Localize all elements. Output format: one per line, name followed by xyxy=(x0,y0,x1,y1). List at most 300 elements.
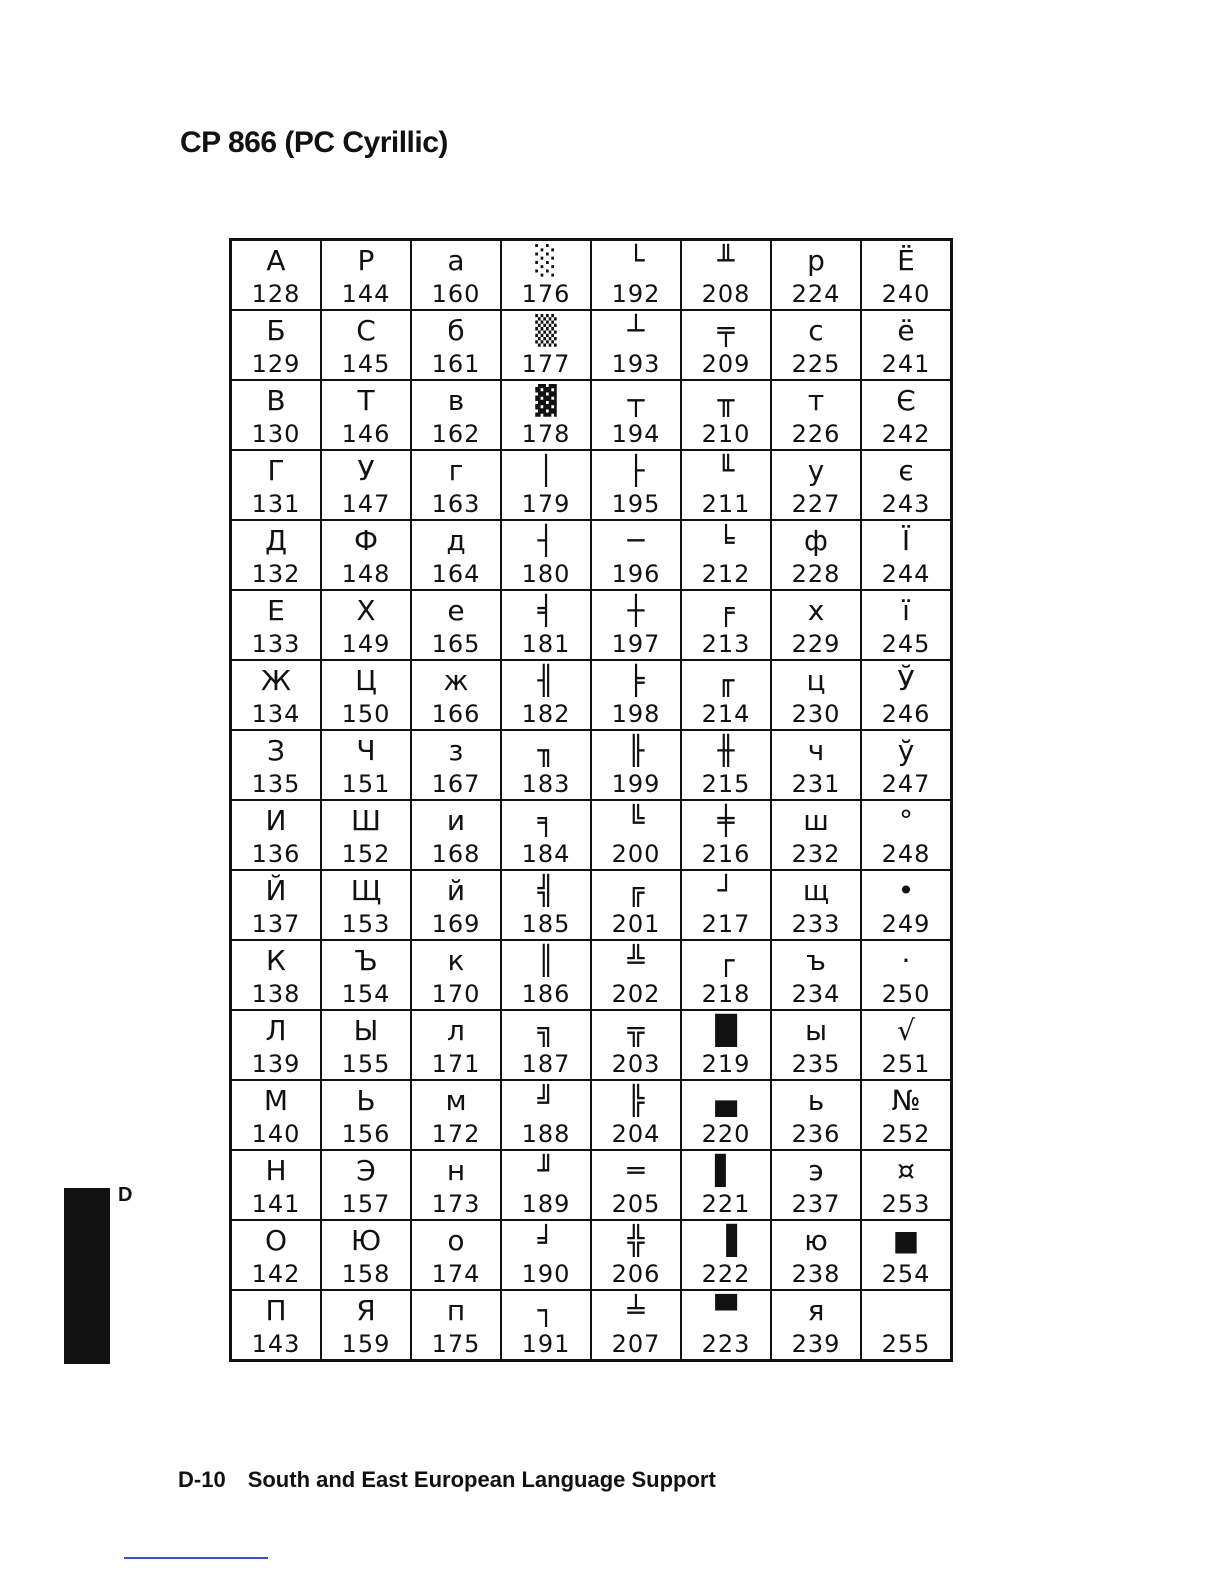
character-glyph: ╘ xyxy=(717,524,735,557)
character-glyph: ╥ xyxy=(717,384,735,417)
character-code: 135 xyxy=(251,770,301,798)
character-glyph: ╗ xyxy=(537,1014,555,1047)
code-cell-content xyxy=(772,1011,860,1079)
character-code: 254 xyxy=(881,1260,931,1288)
character-code: 228 xyxy=(791,560,841,588)
code-cell xyxy=(321,1080,411,1150)
character-code: 136 xyxy=(251,840,301,868)
code-cell-content xyxy=(412,521,500,589)
code-cell-content xyxy=(502,1291,590,1359)
code-cell xyxy=(591,660,681,730)
table-row xyxy=(231,1220,952,1290)
character-glyph: ю xyxy=(804,1224,828,1257)
character-code: 225 xyxy=(791,350,841,378)
code-cell xyxy=(861,940,952,1010)
code-cell-content xyxy=(772,801,860,869)
table-row xyxy=(231,590,952,660)
character-code: 197 xyxy=(611,630,661,658)
code-cell xyxy=(861,730,952,800)
character-code: 137 xyxy=(251,910,301,938)
code-cell-content xyxy=(862,941,950,1009)
code-cell xyxy=(231,520,322,590)
code-cell-content xyxy=(502,661,590,729)
character-code: 128 xyxy=(251,280,301,308)
code-cell xyxy=(681,590,771,660)
code-cell xyxy=(681,870,771,940)
character-code: 248 xyxy=(881,840,931,868)
code-cell xyxy=(591,450,681,520)
character-glyph: р xyxy=(807,244,825,277)
code-cell-content xyxy=(502,451,590,519)
character-glyph: Н xyxy=(265,1154,287,1187)
code-cell xyxy=(231,450,322,520)
character-glyph: я xyxy=(807,1294,825,1327)
code-cell xyxy=(411,450,501,520)
code-cell-content xyxy=(592,731,680,799)
code-cell xyxy=(231,380,322,450)
character-code: 170 xyxy=(431,980,481,1008)
character-glyph: ╞ xyxy=(627,664,645,697)
code-cell xyxy=(231,1080,322,1150)
code-cell-content xyxy=(772,1291,860,1359)
code-cell-content xyxy=(682,451,770,519)
code-cell xyxy=(231,800,322,870)
code-cell xyxy=(681,1290,771,1361)
character-code: 199 xyxy=(611,770,661,798)
code-cell xyxy=(861,450,952,520)
code-cell-content xyxy=(502,871,590,939)
character-glyph: ╪ xyxy=(717,804,735,837)
code-cell xyxy=(321,1220,411,1290)
code-cell xyxy=(411,1220,501,1290)
character-glyph: Ф xyxy=(353,524,379,557)
code-cell xyxy=(321,1150,411,1220)
character-glyph: ъ xyxy=(806,944,826,977)
character-code: 159 xyxy=(341,1330,391,1358)
code-cell-content xyxy=(322,871,410,939)
code-cell-content xyxy=(412,311,500,379)
code-cell xyxy=(501,660,591,730)
code-cell-content xyxy=(412,801,500,869)
character-code: 185 xyxy=(521,910,571,938)
code-cell-content xyxy=(322,591,410,659)
character-code: 237 xyxy=(791,1190,841,1218)
code-cell-content xyxy=(322,1221,410,1289)
character-code: 211 xyxy=(701,490,751,518)
table-row xyxy=(231,520,952,590)
character-code: 216 xyxy=(701,840,751,868)
character-code: 235 xyxy=(791,1050,841,1078)
code-cell-content xyxy=(862,1011,950,1079)
code-cell xyxy=(411,1290,501,1361)
character-code: 163 xyxy=(431,490,481,518)
character-glyph: д xyxy=(446,524,466,557)
code-cell-content xyxy=(322,661,410,729)
code-cell xyxy=(411,520,501,590)
character-glyph: ▓ xyxy=(535,384,557,417)
code-cell xyxy=(411,1010,501,1080)
character-glyph: ▀ xyxy=(715,1294,737,1327)
character-code: 179 xyxy=(521,490,571,518)
character-glyph: ╦ xyxy=(627,1014,645,1047)
character-code: 217 xyxy=(701,910,751,938)
character-glyph: с xyxy=(808,314,824,347)
character-glyph: є xyxy=(898,454,914,487)
character-code: 157 xyxy=(341,1190,391,1218)
code-cell xyxy=(591,1010,681,1080)
code-cell xyxy=(321,240,411,311)
character-code: 144 xyxy=(341,280,391,308)
character-glyph: ▐ xyxy=(715,1224,737,1257)
character-code: 231 xyxy=(791,770,841,798)
character-glyph: ╝ xyxy=(537,1084,555,1117)
character-code: 162 xyxy=(431,420,481,448)
character-code: 204 xyxy=(611,1120,661,1148)
code-cell-content xyxy=(322,1081,410,1149)
character-glyph: и xyxy=(446,804,466,837)
character-code: 238 xyxy=(791,1260,841,1288)
code-cell-content xyxy=(412,1011,500,1079)
character-glyph: Т xyxy=(357,384,375,417)
character-glyph: п xyxy=(446,1294,466,1327)
code-cell-content xyxy=(232,661,320,729)
character-code: 241 xyxy=(881,350,931,378)
code-cell-content xyxy=(412,591,500,659)
table-row xyxy=(231,310,952,380)
character-glyph: ╩ xyxy=(627,944,645,977)
page-footer xyxy=(178,1467,716,1493)
character-glyph: ╔ xyxy=(627,874,645,907)
character-code: 244 xyxy=(881,560,931,588)
code-cell-content xyxy=(232,381,320,449)
character-glyph: ▄ xyxy=(715,1084,737,1117)
character-glyph: б xyxy=(447,314,465,347)
character-glyph: ▌ xyxy=(715,1154,737,1187)
character-glyph: ╚ xyxy=(627,804,645,837)
character-glyph: █ xyxy=(715,1014,737,1047)
table-row xyxy=(231,450,952,520)
code-cell xyxy=(501,1150,591,1220)
character-code: 138 xyxy=(251,980,301,1008)
code-cell-content xyxy=(682,381,770,449)
character-glyph: Ы xyxy=(353,1014,379,1047)
table-row xyxy=(231,380,952,450)
character-glyph: ў xyxy=(897,734,915,767)
code-cell xyxy=(411,660,501,730)
character-glyph: ° xyxy=(899,804,913,837)
character-code: 174 xyxy=(431,1260,481,1288)
character-glyph: ї xyxy=(902,594,910,627)
character-code: 188 xyxy=(521,1120,571,1148)
character-glyph: ┴ xyxy=(627,314,645,347)
code-cell xyxy=(321,520,411,590)
code-cell-content xyxy=(322,731,410,799)
character-code: 230 xyxy=(791,700,841,728)
code-cell-content xyxy=(772,1151,860,1219)
code-cell xyxy=(501,730,591,800)
character-code: 214 xyxy=(701,700,751,728)
character-code: 131 xyxy=(251,490,301,518)
character-glyph: ■ xyxy=(892,1224,920,1257)
character-code: 146 xyxy=(341,420,391,448)
character-glyph: щ xyxy=(802,874,830,907)
code-cell-content xyxy=(772,731,860,799)
character-code: 148 xyxy=(341,560,391,588)
character-code: 189 xyxy=(521,1190,571,1218)
code-cell xyxy=(411,870,501,940)
code-cell xyxy=(591,310,681,380)
character-code: 166 xyxy=(431,700,481,728)
character-code: 155 xyxy=(341,1050,391,1078)
character-glyph: · xyxy=(901,944,911,977)
character-glyph: ║ xyxy=(537,944,555,977)
code-cell xyxy=(321,310,411,380)
character-glyph: а xyxy=(447,244,465,277)
code-cell-content xyxy=(772,1221,860,1289)
code-cell xyxy=(501,310,591,380)
character-code: 249 xyxy=(881,910,931,938)
character-glyph: к xyxy=(447,944,465,977)
character-glyph: е xyxy=(447,594,465,627)
code-cell-content xyxy=(772,871,860,939)
character-glyph: о xyxy=(447,1224,465,1257)
character-glyph: з xyxy=(448,734,464,767)
code-cell-content xyxy=(862,1221,950,1289)
code-cell-content xyxy=(682,1221,770,1289)
page-title: CP 866 (PC Cyrillic) xyxy=(180,126,448,159)
character-code: 178 xyxy=(521,420,571,448)
character-glyph: ╡ xyxy=(537,594,555,627)
code-cell-content xyxy=(232,311,320,379)
code-cell xyxy=(771,1220,861,1290)
character-code: 203 xyxy=(611,1050,661,1078)
code-cell xyxy=(231,1010,322,1080)
code-cell-content xyxy=(862,731,950,799)
code-cell-content xyxy=(502,1221,590,1289)
character-glyph: Щ xyxy=(350,874,382,907)
character-code: 129 xyxy=(251,350,301,378)
code-cell-content xyxy=(862,451,950,519)
character-code: 169 xyxy=(431,910,481,938)
code-cell-content xyxy=(502,381,590,449)
code-cell xyxy=(681,1080,771,1150)
code-cell-content xyxy=(862,521,950,589)
code-cell-content xyxy=(322,381,410,449)
character-code: 167 xyxy=(431,770,481,798)
code-cell xyxy=(681,800,771,870)
character-glyph: ╧ xyxy=(627,1294,645,1327)
character-code: 130 xyxy=(251,420,301,448)
code-cell-content xyxy=(502,311,590,379)
character-code: 145 xyxy=(341,350,391,378)
code-cell-content xyxy=(322,311,410,379)
character-glyph: З xyxy=(267,734,285,767)
code-cell xyxy=(681,520,771,590)
code-cell-content xyxy=(412,1221,500,1289)
code-cell-content xyxy=(592,1291,680,1359)
character-glyph: ч xyxy=(807,734,825,767)
character-glyph: М xyxy=(263,1084,289,1117)
code-cell-content xyxy=(412,661,500,729)
code-cell xyxy=(321,870,411,940)
character-glyph: ¤ xyxy=(897,1154,915,1187)
character-code: 190 xyxy=(521,1260,571,1288)
code-cell xyxy=(501,1010,591,1080)
code-cell xyxy=(771,380,861,450)
code-cell xyxy=(501,380,591,450)
code-cell xyxy=(321,590,411,660)
code-cell-content xyxy=(592,311,680,379)
character-glyph: ░ xyxy=(535,244,557,277)
character-code: 220 xyxy=(701,1120,751,1148)
code-cell-content xyxy=(322,451,410,519)
code-cell-content xyxy=(772,661,860,729)
code-cell-content xyxy=(682,801,770,869)
code-cell-content xyxy=(502,941,590,1009)
character-code: 193 xyxy=(611,350,661,378)
footer-page-number: D-10 xyxy=(178,1467,226,1492)
code-cell xyxy=(771,1080,861,1150)
code-cell xyxy=(501,870,591,940)
code-cell-content xyxy=(862,241,950,309)
character-code: 245 xyxy=(881,630,931,658)
code-cell-content xyxy=(862,661,950,729)
character-code: 152 xyxy=(341,840,391,868)
character-glyph: й xyxy=(446,874,466,907)
character-glyph: ╣ xyxy=(537,874,555,907)
code-cell-content xyxy=(322,1011,410,1079)
code-cell xyxy=(861,1150,952,1220)
code-cell-content xyxy=(682,1011,770,1079)
code-cell-content xyxy=(412,381,500,449)
character-glyph: ╜ xyxy=(537,1154,555,1187)
character-glyph: Ъ xyxy=(354,944,378,977)
code-cell xyxy=(771,660,861,730)
character-glyph: ╒ xyxy=(717,594,735,627)
code-cell xyxy=(861,380,952,450)
code-cell xyxy=(771,1290,861,1361)
code-cell-content xyxy=(322,241,410,309)
code-cell-content xyxy=(232,1011,320,1079)
code-cell xyxy=(411,940,501,1010)
character-code: 161 xyxy=(431,350,481,378)
character-code: 181 xyxy=(521,630,571,658)
code-cell-content xyxy=(682,521,770,589)
character-code: 164 xyxy=(431,560,481,588)
character-glyph: ╫ xyxy=(717,734,735,767)
code-cell-content xyxy=(502,1081,590,1149)
character-glyph: Р xyxy=(357,244,375,277)
footer-text: South and East European Language Support xyxy=(247,1467,716,1492)
code-cell xyxy=(591,870,681,940)
character-code: 150 xyxy=(341,700,391,728)
character-glyph: ╙ xyxy=(717,454,735,487)
code-cell xyxy=(771,590,861,660)
code-cell-content xyxy=(412,941,500,1009)
code-cell-content xyxy=(772,591,860,659)
code-cell xyxy=(501,1080,591,1150)
table-row xyxy=(231,660,952,730)
character-glyph: Э xyxy=(356,1154,376,1187)
character-glyph: У xyxy=(357,454,375,487)
code-cell-content xyxy=(682,941,770,1009)
character-code: 223 xyxy=(701,1330,751,1358)
code-cell-content xyxy=(322,801,410,869)
code-cell-content xyxy=(232,941,320,1009)
character-glyph: Я xyxy=(356,1294,376,1327)
code-cell-content xyxy=(592,1081,680,1149)
code-cell xyxy=(411,240,501,311)
code-cell xyxy=(591,590,681,660)
character-code: 176 xyxy=(521,280,571,308)
code-cell xyxy=(771,310,861,380)
code-cell xyxy=(591,800,681,870)
character-glyph: ╬ xyxy=(627,1224,645,1257)
character-glyph: А xyxy=(266,244,286,277)
character-code: 154 xyxy=(341,980,391,1008)
character-code: 165 xyxy=(431,630,481,658)
code-cell-content xyxy=(232,1291,320,1359)
code-cell xyxy=(681,310,771,380)
character-code: 177 xyxy=(521,350,571,378)
code-cell-content xyxy=(862,1081,950,1149)
character-code: 229 xyxy=(791,630,841,658)
character-glyph: э xyxy=(808,1154,824,1187)
code-cell-content xyxy=(682,1291,770,1359)
character-glyph xyxy=(902,1293,911,1329)
code-cell xyxy=(591,940,681,1010)
character-code: 200 xyxy=(611,840,661,868)
code-cell xyxy=(321,800,411,870)
code-cell xyxy=(591,730,681,800)
character-code: 255 xyxy=(881,1330,931,1358)
code-cell-content xyxy=(862,801,950,869)
character-code: 156 xyxy=(341,1120,391,1148)
character-glyph: В xyxy=(266,384,286,417)
character-code: 180 xyxy=(521,560,571,588)
character-glyph: ┬ xyxy=(627,384,645,417)
table-row xyxy=(231,800,952,870)
character-code: 160 xyxy=(431,280,481,308)
code-cell xyxy=(861,240,952,311)
footer-rule xyxy=(124,1557,268,1559)
character-glyph: О xyxy=(264,1224,288,1257)
code-cell-content xyxy=(592,801,680,869)
character-code: 243 xyxy=(881,490,931,518)
character-glyph: ▒ xyxy=(535,314,557,347)
code-cell-content xyxy=(412,731,500,799)
table-row xyxy=(231,730,952,800)
table-row xyxy=(231,1290,952,1361)
code-cell xyxy=(591,380,681,450)
character-code: 251 xyxy=(881,1050,931,1078)
character-glyph: Ё xyxy=(897,244,915,277)
section-tab-letter: D xyxy=(118,1184,133,1206)
code-cell-content xyxy=(592,591,680,659)
character-code: 219 xyxy=(701,1050,751,1078)
character-code: 224 xyxy=(791,280,841,308)
character-code: 208 xyxy=(701,280,751,308)
character-code: 234 xyxy=(791,980,841,1008)
code-cell-content xyxy=(772,241,860,309)
character-glyph: у xyxy=(807,454,825,487)
code-cell-content xyxy=(862,381,950,449)
code-cell-content xyxy=(232,731,320,799)
character-glyph: К xyxy=(266,944,286,977)
character-glyph: Х xyxy=(356,594,376,627)
code-cell xyxy=(231,1150,322,1220)
code-cell xyxy=(771,800,861,870)
